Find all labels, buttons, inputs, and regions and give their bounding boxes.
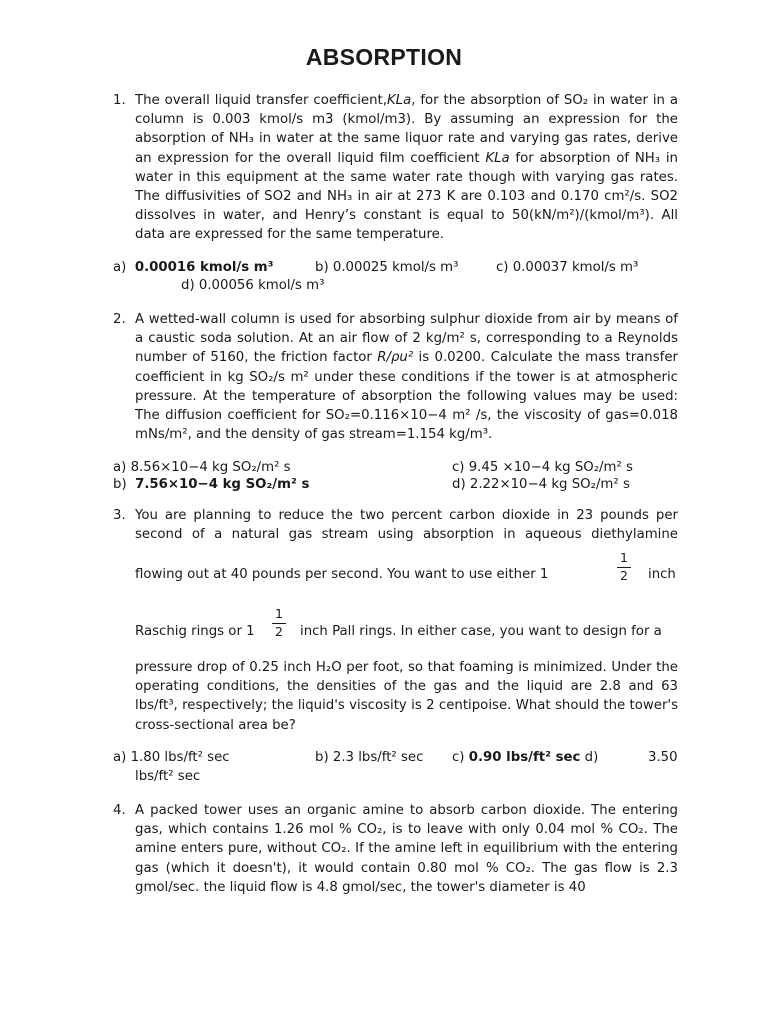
question-number: 2.: [113, 312, 126, 327]
option-d-unit: lbs/ft² sec: [135, 769, 201, 784]
question-text: A packed tower uses an organic amine to absorb carbon dioxide. The entering gas, which contains 1.26 mol % CO₂, is to leave with only 0.04 mol % CO₂. The amine enters pure, without CO₂. If the amine left in equilibrium with the entering gas (which it doesn't), it would contain 0.80 mol % CO₂. The gas flow is 2.3 gmol/sec. the liquid flow is 4.8 gmol/sec, the tower's diameter is 40: [135, 803, 678, 895]
question-text-line: inch: [648, 567, 676, 582]
option-b: b) 2.3 lbs/ft² sec: [315, 750, 424, 765]
question-text-rest: pressure drop of 0.25 inch H₂O per foot, so that foaming is minimized. Under the operating conditions, the densities of the gas and the liquid are 2.8 and 63 lbs/ft³, respectively; the liquid's viscosity is 2 centipoise. What should the tower's cross-sectional area be?: [135, 660, 678, 733]
question-number: 4.: [113, 803, 126, 818]
question-text: A wetted-wall column is used for absorbing sulphur dioxide from air by means of a caustic soda solution. At an air flow of 2 kg/m² s, corresponding to a Reynolds number of 5160, the friction factor R/ρu² is 0.0200. Calculate the mass transfer coefficient in kg SO₂/s m² under these conditions if the tower is at atmospheric pressure. At the temperature of absorption the following values may be used: The diffusion coefficient for SO₂=0.116×10−4 m² /s, the viscosity of gas=0.018 mNs/m², and the density of gas stream=1.154 kg/m³.: [135, 312, 678, 443]
option-d-value: 3.50: [648, 750, 678, 765]
question-text-line: Raschig rings or 1: [135, 624, 255, 639]
question-1: [113, 91, 678, 245]
option-b: b) 0.00025 kmol/s m³: [315, 260, 459, 275]
option-a: a) 0.00016 kmol/s m³: [113, 260, 274, 275]
option-a: a) 8.56×10−4 kg SO₂/m² s: [113, 460, 291, 475]
option-c: c) 9.45 ×10−4 kg SO₂/m² s: [452, 460, 633, 475]
question-text-line: second of a natural gas stream using absorption in aqueous diethylamine: [135, 527, 678, 542]
kla-symbol: KLa: [386, 93, 412, 108]
question-4: [113, 801, 678, 897]
question-text-line: flowing out at 40 pounds per second. You want to use either 1: [135, 567, 549, 582]
option-c: c) 0.90 lbs/ft² sec d): [452, 750, 599, 765]
kla-symbol: KLa: [485, 150, 510, 166]
option-b: b) 7.56×10−4 kg SO₂/m² s: [113, 477, 310, 492]
option-d: d) 2.22×10−4 kg SO₂/m² s: [452, 477, 630, 492]
question-number: 3.: [113, 508, 126, 523]
question-2: [113, 310, 678, 444]
friction-factor-symbol: R/ρu²: [377, 350, 414, 366]
question-text: The overall liquid transfer coefficient,KLa, for the absorption of SO₂ in water in a column is 0.003 kmol/s m3 (kmol/m3). By assuming an expression for the absorption of NH₃ in water at the same liquor rate and varying gas rates, derive an expression for the overall liquid film coefficient KLa for absorption of NH₃ in water in this equipment at the same water rate though with varying gas rates. The diffusivities of SO2 and NH₃ in air at 273 K are 0.103 and 0.170 cm²/s. SO2 dissolves in water, and Henry’s constant is equal to 50(kN/m²)/(kmol/m³). All data are expressed for the same temperature.: [135, 93, 679, 243]
fraction-one-half: 1 2: [272, 607, 286, 639]
question-text-line: inch Pall rings. In either case, you want to design for a: [300, 624, 662, 639]
page-title: ABSORPTION: [305, 44, 463, 70]
fraction-one-half: 1 2: [617, 551, 631, 583]
option-d: d) 0.00056 kmol/s m³: [181, 278, 325, 293]
question-number: 1.: [113, 93, 126, 108]
option-c: c) 0.00037 kmol/s m³: [496, 260, 639, 275]
question-text-line: You are planning to reduce the two percent carbon dioxide in 23 pounds per: [135, 508, 678, 523]
option-a: a) 1.80 lbs/ft² sec: [113, 750, 230, 765]
